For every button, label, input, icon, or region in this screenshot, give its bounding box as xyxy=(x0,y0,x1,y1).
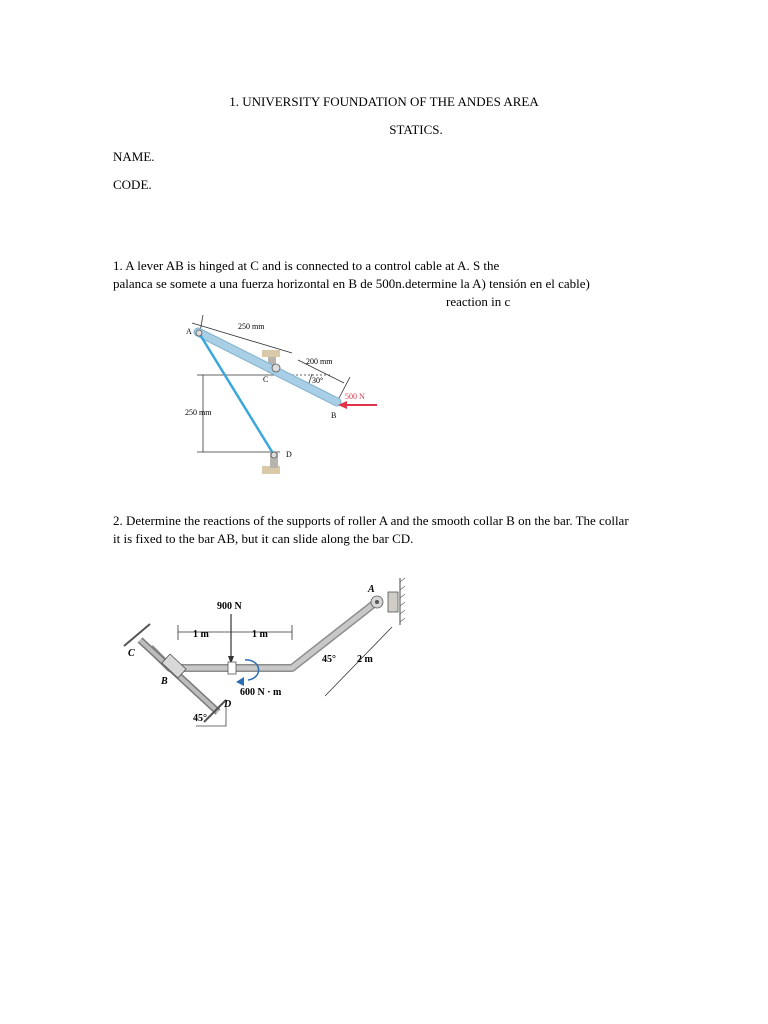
problem1-line2: palanca se somete a una fuerza horizontal en B de 500n.determine la A) tensión en el cable) xyxy=(113,276,590,291)
label-angle-bend: 45° xyxy=(322,654,336,665)
roller-a-icon xyxy=(388,592,398,612)
label-force: 500 N xyxy=(345,392,365,401)
label-point-a2: A xyxy=(368,584,375,595)
document-subtitle: STATICS. xyxy=(389,122,443,137)
dimension-1m xyxy=(178,620,292,668)
label-point-a: A xyxy=(186,327,192,336)
label-point-d2: D xyxy=(224,699,232,710)
label-dim-vertical: 250 mm xyxy=(185,408,212,417)
problem1-line1: 1. A lever AB is hinged at C and is connected to a control cable at A. S the xyxy=(113,258,500,273)
label-length: 2 m xyxy=(357,654,373,665)
label-point-b2: B xyxy=(161,676,168,687)
label-angle: 30° xyxy=(312,376,324,385)
label-point-d: D xyxy=(286,450,292,459)
label-dim-ac: 250 mm xyxy=(238,322,265,331)
problem2-line2: it is fixed to the bar AB, but it can slide along the bar CD. xyxy=(113,531,414,546)
code-field-label: CODE. xyxy=(113,177,152,192)
label-dist-left: 1 m xyxy=(193,629,209,640)
problem2-line1: 2. Determine the reactions of the supports of roller A and the smooth collar B on the bar. The collar xyxy=(113,513,629,528)
collar-b-icon xyxy=(162,654,186,678)
problem1-line3: reaction in c xyxy=(446,294,511,309)
label-point-c2: C xyxy=(128,648,135,659)
label-angle-base: 45° xyxy=(193,713,207,724)
label-force-900: 900 N xyxy=(217,601,242,612)
label-dim-cb: 200 mm xyxy=(306,357,333,366)
name-field-label: NAME. xyxy=(113,149,155,164)
label-point-b: B xyxy=(331,411,337,420)
document-title: 1. UNIVERSITY FOUNDATION OF THE ANDES AREA xyxy=(229,94,539,109)
label-dist-right: 1 m xyxy=(252,629,268,640)
label-point-c: C xyxy=(263,375,269,384)
label-moment: 600 N · m xyxy=(240,687,282,698)
